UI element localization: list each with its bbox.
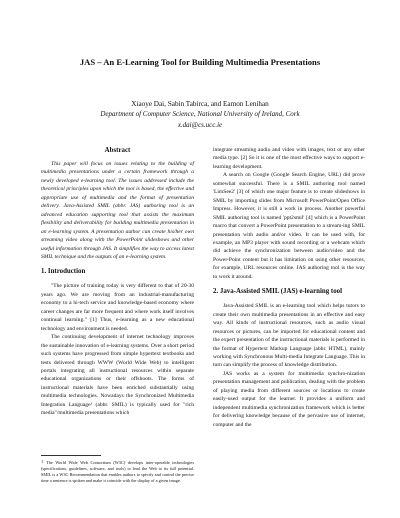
footnote-number: 1 xyxy=(41,459,44,464)
section-heading-introduction: 1. Introduction xyxy=(41,268,86,276)
abstract-heading: Abstract xyxy=(104,147,131,154)
section-heading-jas: 2. Java-Assisted SMIL (JAS) e-learning tool xyxy=(213,288,343,296)
left-column xyxy=(41,146,194,418)
footnote-text: The World Wide Web Consortium (W3C) develops inter-operable technologies (specifications, guidelines, software, and tools) to lead the Web to its full potential. SMIL is a W3C Recommendation that enables authors to specify and control the precise time a sentence is spoken and make it coincide with the display of a given image. xyxy=(41,460,194,483)
paper-title: JAS – An E-Learning Tool for Building Multimedia Presentations xyxy=(79,57,321,67)
author-email: x.dai@cs.ucc.ie xyxy=(177,121,223,129)
footnote xyxy=(41,460,194,484)
abstract-text: This paper will focus on issues relating to the building of multimedia presentations under a certain framework through a newly developed e-learning tool. The issues addressed include the theoretical principles upon which the tool is based, the effective and appropriate use of multimedia and the format of presentation delivery. Java-Assisted SMIL (abbr. JAS) authoring tool is an advanced education supporting tool that assists the maximum flexibility and deliverability for building multimedia presentation in an e-learning system. A presentation author can create his/her own streaming video along with the PowerPoint slideshows and other useful information through JAS. It simplifies the way to access latest SMIL technique and the outputs of an e-learning system. xyxy=(41,161,194,260)
footnote-divider xyxy=(41,455,101,456)
section2-paragraph-1: Java-Assisted SMIL is an e-learning tool which helps tutors to create their own multimedia presentations in an effective and easy way. All kinds of instructional resources, such as audio visual resources or pictures, can be imported for educational content and the expert presentation of the instructional materials is performed in the format of Hypertext Markup Language (abbr. HTML), mainly working with Synchronous Multi-media Integrate Language. This in turn can simplify the process of knowledge distribution. xyxy=(213,303,365,369)
intro-paragraph-continued: integrate streaming audio and video with images, text or any other media type. [2] So it is one of the most effective ways to support e-learning development. xyxy=(213,147,365,170)
intro-paragraph-3: A search on Google (Google Search Engine, URL) did prove somewhat successful. There is a SMIL authoring tool named 'LimSee2' [3] of which one major feature is to create slideshows in SMIL by importing slides from Microsoft PowerPoint/Open Office Impress. However, it is still a work in process. Another powerful SMIL authoring tool is named 'ppt2smil' [4] which is a PowerPoint macro that convert a PowerPoint presentation to a stream-ing SMIL presentation with audio and/or video. It can be used with, for example, an MP3 player with sound recording or a webcam which did achieve the synchronization between audio/video and the Power-Point content but it has limitation on using other resources, for example, URL resources online. JAS authoring tool is the way to work it around. xyxy=(213,172,365,280)
section2-paragraph-2: JAS works as a system for multimedia synchro-nization presentation management and publication, dealing with the problem of playing media from different sources or locations to create easily-used output for the learner. It provides a uniform and independent multimedia synchronization framework which is better for delivering knowledge because of the pervasive use of internet, computer and the xyxy=(213,370,365,428)
paper-authors: Xiaoye Dai, Sabin Tabirca, and Eamon Lenihan xyxy=(131,100,269,108)
intro-paragraph-2: The continuing development of internet technology improves the sustainable innovation of e-learning systems. Over a short period such systems have progressed from simple hypertext textbooks and tests delivered through WWW (World Wide Web) to intelligent portals integrating all instructional resources within separate educational organizations or their offshoots. The forms of instructional materials have been enriched substantially using multimedia technologies. Nowadays the Synchronized Multimedia Integration Language¹ (abbr. SMIL) is typically used for "rich media"/multimedia presentations which xyxy=(41,334,194,417)
right-column xyxy=(213,146,365,429)
intro-paragraph-1: "The picture of training today is very different to that of 20-30 years ago. We are moving from an industrial-manufacturing economy to a hi-tech service and knowledge-based economy where career changes are far more frequent and where work itself involves continual learning." [1] Thus, e-learning as a new educational technology and environment is needed. xyxy=(41,283,194,332)
paper-affiliation: Department of Computer Science, National University of Ireland, Cork xyxy=(100,110,300,118)
